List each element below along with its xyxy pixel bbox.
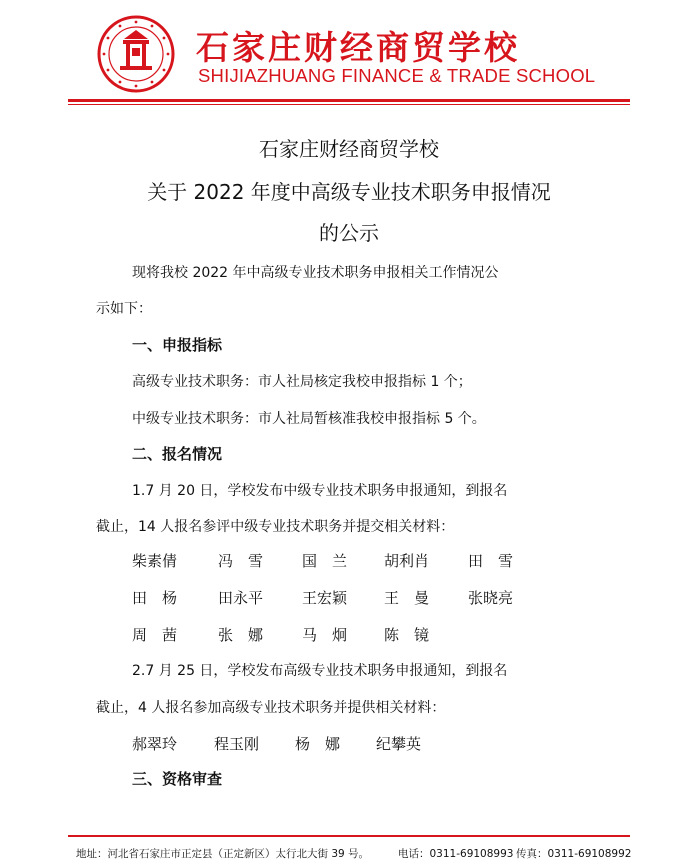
item-2-line-2: 截止，4 人报名参加高级专业技术职务并提供相关材料： xyxy=(96,700,446,716)
intro-paragraph-line-2: 示如下： xyxy=(96,301,152,317)
item-2-line-1: 2.7 月 25 日，学校发布高级专业技术职务申报通知，到报名 xyxy=(132,663,508,679)
applicant-name: 纪攀英 xyxy=(376,735,422,753)
section-3-heading: 三、资格审查 xyxy=(132,770,223,788)
footer-fax: 传真：0311-69108992 xyxy=(516,848,632,860)
footer-address: 地址：河北省石家庄市正定县（正定新区）太行北大街 39 号。 xyxy=(76,848,370,860)
header-divider-thick xyxy=(68,99,630,102)
school-name-english: SHIJIAZHUANG FINANCE & TRADE SCHOOL xyxy=(198,65,596,86)
applicant-name: 马 炯 xyxy=(302,626,348,644)
applicant-name: 郝翠玲 xyxy=(132,735,178,753)
applicant-name: 冯 雪 xyxy=(218,552,264,570)
intermediate-quota-text: 中级专业技术职务：市人社局暂核准我校申报指标 5 个。 xyxy=(132,411,486,427)
footer-divider xyxy=(68,835,630,837)
applicant-name: 国 兰 xyxy=(302,552,348,570)
applicant-name: 王宏颖 xyxy=(302,589,348,607)
section-2-heading: 二、报名情况 xyxy=(132,445,223,463)
school-seal-logo xyxy=(96,14,176,94)
senior-quota-text: 高级专业技术职务：市人社局核定我校申报指标 1 个； xyxy=(132,374,472,390)
school-name-chinese: 石家庄财经商贸学校 xyxy=(196,28,520,67)
applicant-name: 张晓亮 xyxy=(468,589,514,607)
applicant-name: 田 杨 xyxy=(132,589,178,607)
document-title-line-3: 的公示 xyxy=(319,221,379,245)
document-title-line-1: 石家庄财经商贸学校 xyxy=(259,137,439,161)
applicant-name: 田 雪 xyxy=(468,552,514,570)
applicant-name: 程玉刚 xyxy=(214,735,260,753)
item-1-line-2: 截止，14 人报名参评中级专业技术职务并提交相关材料： xyxy=(96,519,455,535)
applicant-name: 胡利肖 xyxy=(384,552,430,570)
intro-paragraph-line-1: 现将我校 2022 年中高级专业技术职务申报相关工作情况公 xyxy=(132,265,499,281)
item-1-line-1: 1.7 月 20 日，学校发布中级专业技术职务申报通知，到报名 xyxy=(132,483,508,499)
section-1-heading: 一、申报指标 xyxy=(132,336,223,354)
header-divider-thin xyxy=(68,104,630,105)
footer-phone: 电话：0311-69108993 xyxy=(398,848,514,860)
applicant-name: 柴素倩 xyxy=(132,552,178,570)
applicant-name: 杨 娜 xyxy=(295,735,341,753)
document-title-line-2: 关于 2022 年度中高级专业技术职务申报情况 xyxy=(147,180,551,204)
applicant-name: 周 茜 xyxy=(132,626,178,644)
applicant-name: 陈 镜 xyxy=(384,626,430,644)
applicant-name: 张 娜 xyxy=(218,626,264,644)
letterhead xyxy=(0,0,698,110)
applicant-name: 田永平 xyxy=(218,589,264,607)
applicant-name: 王 曼 xyxy=(384,589,430,607)
